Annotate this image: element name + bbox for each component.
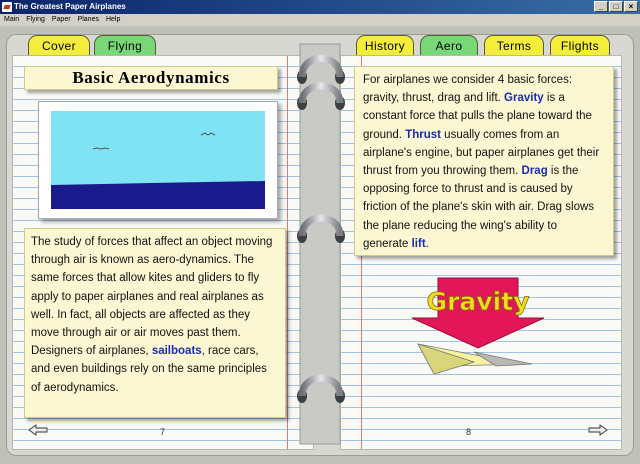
keyword-lift[interactable]: lift [411,237,426,250]
page-number: 8 [466,427,472,437]
paper-airplane-icon [418,344,532,374]
gravity-label: Gravity [426,287,530,316]
sky-sea-image [38,101,278,219]
body-text: For airplanes we consider 4 basic forces: gravity, thrust, drag and lift. [363,74,573,105]
keyword-sailboats[interactable]: sailboats [151,345,202,358]
keyword-thrust[interactable]: Thrust [405,128,441,141]
seascape-picture [51,111,265,209]
menu-flying[interactable]: Flying [26,16,45,23]
app-icon [2,2,12,12]
body-text: is a constant force that pulls the plane toward the ground. [363,92,592,141]
tab-history[interactable]: History [356,35,414,55]
margin-line [287,56,288,449]
body-text: usually comes from an airplane's engine, but paper airplanes get their thrust from you throwing them. [363,128,600,178]
keyword-gravity[interactable]: Gravity [504,92,544,105]
tab-flying[interactable]: Flying [94,35,156,55]
menu-main[interactable]: Main [4,16,20,23]
menu-planes[interactable]: Planes [77,16,99,23]
body-text: , race cars, and even buildings rely on the same principles of aerodynamics. [31,345,267,394]
previous-page-arrow-icon[interactable] [28,424,48,436]
page-title: Basic Aerodynamics [24,66,278,90]
menu-bar [0,14,640,26]
left-body-text [24,228,286,418]
minimize-button[interactable]: _ [594,1,608,12]
menu-paper[interactable]: Paper [51,16,71,23]
next-page-arrow-icon[interactable] [588,424,608,436]
body-text: . [425,237,429,250]
keyword-drag[interactable]: Drag [521,165,548,178]
page-number: 7 [160,427,166,437]
gravity-illustration[interactable] [404,274,554,384]
close-button[interactable]: × [624,1,638,12]
right-body-text [354,66,614,256]
tab-aero[interactable]: Aero [420,35,478,55]
maximize-button[interactable]: □ [609,1,623,12]
window-title: The Greatest Paper Airplanes [14,2,126,11]
title-bar [0,0,640,14]
body-text: The study of forces that affect an object moving through air is known as aero-dynamics. The same forces that allow kites and gliders to fly apply to paper airplanes and real airplanes as well. In fact, all objects are affected as they move through air or air moves past them. Designers of airplanes, [31,236,273,358]
tab-flights[interactable]: Flights [550,35,610,55]
tab-cover[interactable]: Cover [28,35,90,55]
body-text: is the opposing force to thrust and is caused by friction of the plane's skin with air. Drag slows the plane reducing the wing's ability to generate [363,165,595,250]
tab-terms[interactable]: Terms [484,35,544,55]
menu-help[interactable]: Help [105,16,121,23]
